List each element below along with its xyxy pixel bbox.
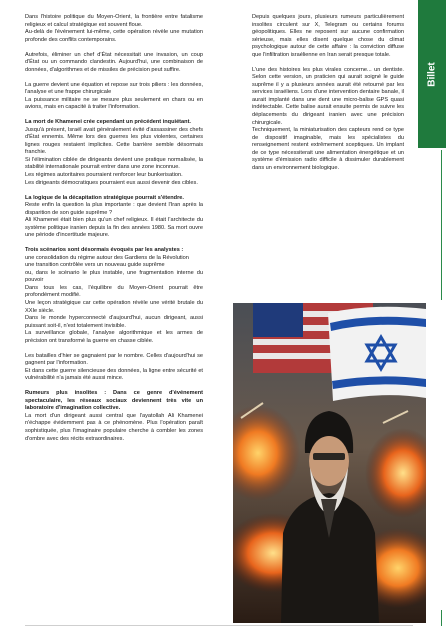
section-heading: La logique de la décapitation stratégique pourrait s'étendre. — [25, 194, 184, 201]
paragraph: La guerre devient une équation et repose sur trois piliers : les données, l'analyse et une frappe chirurgicale — [25, 81, 203, 96]
section-heading: Rumeurs plus insolites : Dans ce genre d'événement spectaculaire, les réseaux sociaux deviennent très vite un laboratoire d'imagination collective. — [25, 390, 203, 412]
paragraph: Dans tous les cas, l'équilibre du Moyen-Orient pourrait être profondément modifié. — [25, 284, 203, 299]
paragraph: une consolidation du régime autour des Gardiens de la Révolution — [25, 254, 189, 261]
paragraph: ou, dans le scénario le plus instable, une fragmentation interne du pouvoir — [25, 269, 203, 284]
israel-flag — [328, 307, 426, 401]
paragraph: Techniquement, la miniaturisation des capteurs rend ce type de dispositif imaginable, mais les spécialistes du renseignement restent extrêmement sceptiques. Un implant de ce type nécessiterait une alimentation énergétique et un système d'émission radio difficile à dissimuler durablement dans un environnement biologique. — [252, 127, 404, 171]
paragraph: Depuis quelques jours, plusieurs rumeurs particulièrement insolites circulent sur X, Telegram ou certains forums géopolitiques. Elles ne reposent sur aucune confirmation sérieuse, mais elles disent quelque chose du climat psychologique autour de cette affaire : la conviction diffuse que l'infiltration israélienne en Iran serait presque totale. — [252, 14, 404, 58]
right-column — [252, 14, 404, 172]
section-label-box — [418, 58, 446, 90]
left-column — [25, 14, 203, 443]
illustration-graphic — [233, 303, 426, 623]
paragraph: Et dans cette guerre silencieuse des données, la ligne entre sécurité et vulnérabilité n'a jamais été aussi mince. — [25, 367, 203, 382]
paragraph: Reste enfin la question la plus importante : que devient l'Iran après la disparition de son guide suprême ? — [25, 202, 203, 216]
paragraph: Au-delà de l'événement lui-même, cette opération révèle une mutation profonde des conflits contemporains. — [25, 29, 203, 43]
paragraph: La surveillance globale, l'analyse algorithmique et les armes de précision ont transformé la guerre en chasse ciblée. — [25, 330, 203, 344]
paragraph: L'une des histoires les plus virales concerne... un dentiste. Selon cette version, un praticien qui aurait soigné le guide suprême il y a plusieurs années aurait été retourné par les services israéliens. Lors d'une intervention dentaire banale, il aurait implanté dans une dent une micro-balise GPS quasi indétectable. Cette balise aurait ensuite permis de suivre les déplacements du dirigeant iranien avec une précision chirurgicale. — [252, 66, 404, 126]
side-divider-bottom — [441, 610, 442, 626]
paragraph: Dans l'histoire politique du Moyen-Orient, la frontière entre fatalisme religieux et calcul stratégique est souvent floue. — [25, 14, 203, 28]
section-heading: Trois scénarios sont désormais évoqués par les analystes : — [25, 247, 184, 254]
section-heading: La mort de Khamenei crée cependant un précédent inquiétant. — [25, 119, 191, 126]
paragraph: Autrefois, éliminer un chef d'État nécessitait une invasion, un coup d'État ou un commando clandestin. Aujourd'hui, une combinaison de données, d'algorithmes et de missiles de précision peut suffire. — [25, 51, 203, 73]
paragraph: Les régimes autoritaires pourraient renforcer leur bunkerisation. — [25, 172, 183, 179]
paragraph: Ali Khamenei était bien plus qu'un chef religieux. Il était l'architecte du système politique iranien depuis la fin des années 1980. Sa mort ouvre une période d'incertitude majeure. — [25, 217, 203, 239]
paragraph: Une leçon stratégique car cette opération révèle une vérité brutale du XXIe siècle. — [25, 300, 203, 314]
paragraph: une transition contrôlée vers un nouveau guide suprême — [25, 262, 165, 269]
paragraph: La puissance militaire ne se mesure plus seulement en chars ou en avions, mais en capacité à traiter l'information. — [25, 96, 203, 111]
section-tab — [418, 0, 446, 148]
paragraph: Les dirigeants démocratiques pourraient eux aussi devenir des cibles. — [25, 179, 198, 186]
paragraph: Dans le monde hyperconnecté d'aujourd'hui, aucun dirigeant, aussi puissant soit-il, n'est totalement invisible. — [25, 315, 203, 329]
paragraph: Si l'élimination ciblée de dirigeants devient une pratique normalisée, la stabilité internationale pourrait entrer dans une zone inconnue. — [25, 156, 203, 171]
paragraph: La mort d'un dirigeant aussi central que l'ayatollah Ali Khamenei n'échappe évidemment pas à ce phénomène. Plus l'opération paraît sophistiquée, plus l'imaginaire populaire cherche à combler les zones d'ombre avec des récits extraordinaires. — [25, 412, 203, 442]
side-divider-top — [441, 150, 442, 300]
paragraph: Les batailles d'hier se gagnaient par le nombre. Celles d'aujourd'hui se gagnent par l'information. — [25, 352, 203, 367]
article-illustration — [233, 303, 426, 623]
footer-rule — [25, 625, 413, 626]
paragraph: Jusqu'à présent, Israël avait généralement évité d'assassiner des chefs d'État ennemis. Même lors des guerres les plus violentes, certaines lignes rouges restaient implicites. Cette barrière semble désormais franchie. — [25, 126, 203, 156]
section-label: Billet — [426, 61, 438, 87]
